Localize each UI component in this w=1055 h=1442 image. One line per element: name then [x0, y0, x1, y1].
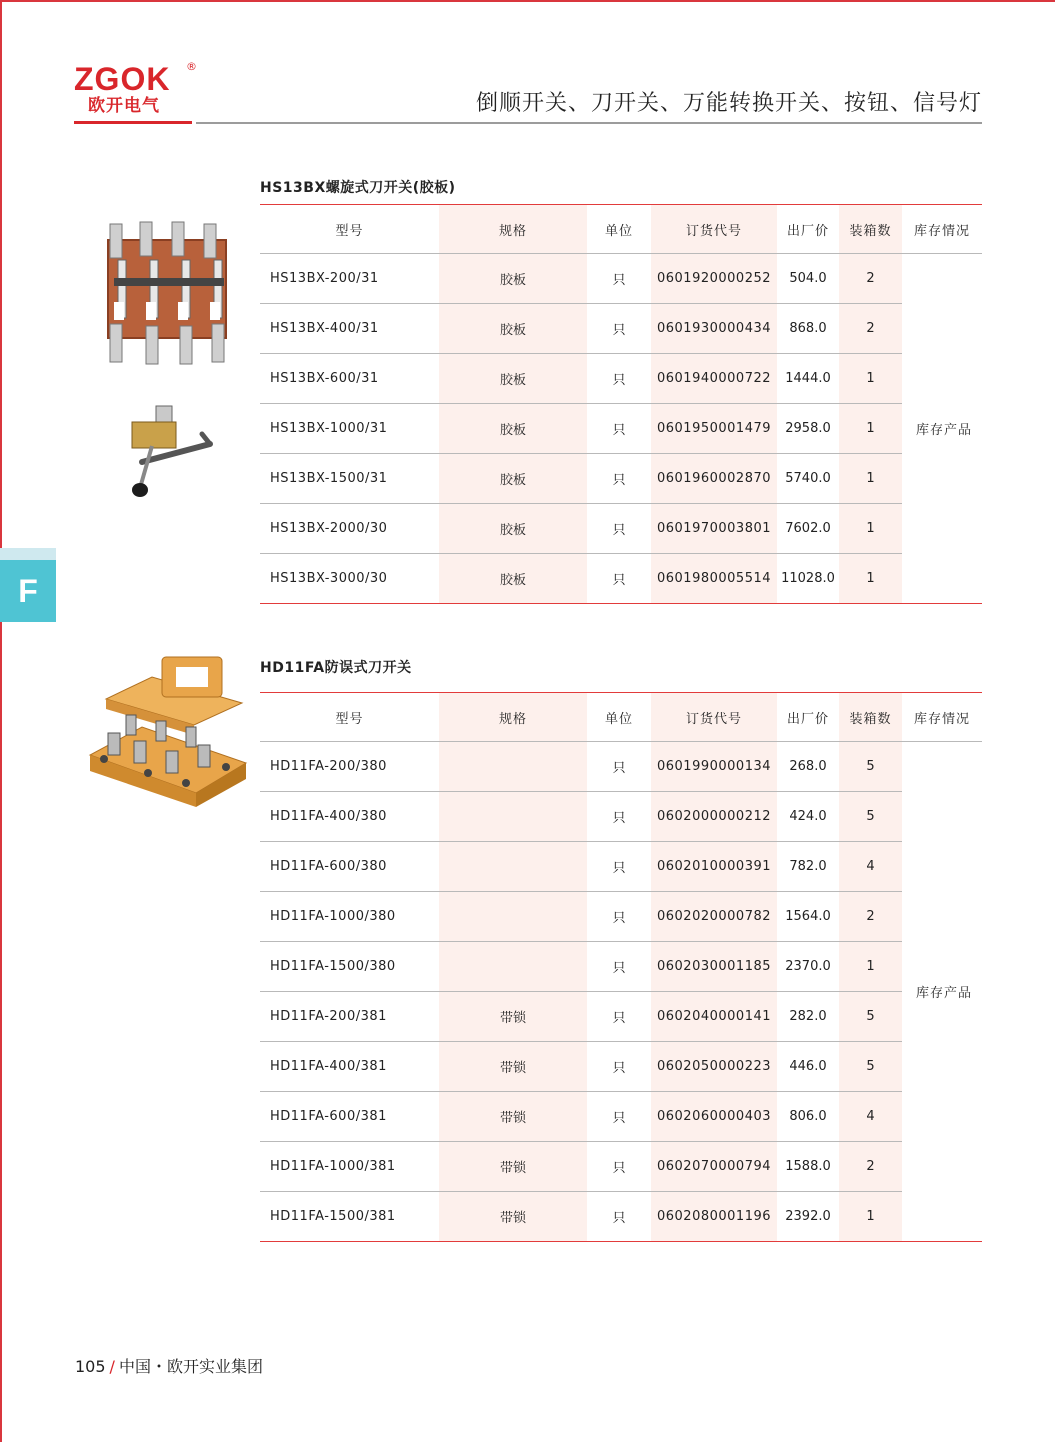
cell-pack-qty: 2	[839, 1142, 902, 1192]
cell-model: HS13BX-1000/31	[260, 404, 439, 454]
cell-pack-qty: 5	[839, 742, 902, 792]
cell-unit: 只	[587, 304, 651, 354]
hd11fa-price-table	[260, 692, 982, 1242]
cell-unit: 只	[587, 1142, 651, 1192]
table-row	[260, 1192, 982, 1242]
cell-order-code: 0602040000141	[651, 992, 777, 1042]
cell-unit: 只	[587, 404, 651, 454]
cell-spec: 胶板	[439, 304, 587, 354]
col-header-pack-qty: 装箱数	[839, 205, 902, 254]
col-header-model: 型号	[260, 205, 439, 254]
cell-price: 806.0	[777, 1092, 839, 1142]
table-row	[260, 404, 982, 454]
cell-spec: 胶板	[439, 254, 587, 304]
section-tab	[0, 548, 56, 622]
col-header-price: 出厂价	[777, 205, 839, 254]
cell-unit: 只	[587, 792, 651, 842]
cell-order-code: 0602000000212	[651, 792, 777, 842]
cell-unit: 只	[587, 1092, 651, 1142]
cell-pack-qty: 4	[839, 842, 902, 892]
cell-spec	[439, 942, 587, 992]
page-title: 倒顺开关、刀开关、万能转换开关、按钮、信号灯	[475, 91, 982, 116]
cell-unit: 只	[587, 942, 651, 992]
cell-pack-qty: 1	[839, 404, 902, 454]
col-header-price: 出厂价	[777, 693, 839, 742]
logo-wordmark: ZGOK	[74, 61, 171, 97]
cell-price: 2370.0	[777, 942, 839, 992]
col-header-order-code: 订货代号	[651, 205, 777, 254]
cell-price: 2392.0	[777, 1192, 839, 1242]
cell-unit: 只	[587, 354, 651, 404]
cell-spec: 带锁	[439, 1042, 587, 1092]
cell-spec: 胶板	[439, 354, 587, 404]
cell-model: HD11FA-400/381	[260, 1042, 439, 1092]
cell-price: 1564.0	[777, 892, 839, 942]
hd11fa-switch-image	[86, 655, 248, 807]
cell-order-code: 0602060000403	[651, 1092, 777, 1142]
hs13bx-handle-image	[126, 402, 218, 500]
page-border-top	[0, 0, 1055, 2]
cell-unit: 只	[587, 504, 651, 554]
col-header-stock: 库存情况	[902, 205, 982, 254]
cell-order-code: 0602070000794	[651, 1142, 777, 1192]
cell-price: 504.0	[777, 254, 839, 304]
cell-price: 782.0	[777, 842, 839, 892]
cell-spec: 带锁	[439, 1142, 587, 1192]
cell-order-code: 0601980005514	[651, 554, 777, 604]
cell-model: HD11FA-200/380	[260, 742, 439, 792]
col-header-stock: 库存情况	[902, 693, 982, 742]
brand-logo	[74, 62, 198, 124]
cell-model: HD11FA-600/380	[260, 842, 439, 892]
section-tab-letter: F	[0, 560, 56, 622]
cell-spec: 带锁	[439, 1192, 587, 1242]
cell-pack-qty: 2	[839, 304, 902, 354]
cell-stock-status: 库存产品	[902, 254, 982, 604]
table-row	[260, 792, 982, 842]
cell-order-code: 0601970003801	[651, 504, 777, 554]
cell-spec: 带锁	[439, 992, 587, 1042]
cell-order-code: 0601950001479	[651, 404, 777, 454]
footer-company: 中国・欧开实业集团	[118, 1357, 263, 1376]
table-row	[260, 254, 982, 304]
cell-model: HS13BX-200/31	[260, 254, 439, 304]
table-row	[260, 842, 982, 892]
section-tab-accent	[0, 548, 56, 560]
cell-order-code: 0601960002870	[651, 454, 777, 504]
cell-unit: 只	[587, 1192, 651, 1242]
table-header-row	[260, 205, 982, 254]
cell-order-code: 0602030001185	[651, 942, 777, 992]
cell-model: HD11FA-1500/381	[260, 1192, 439, 1242]
cell-pack-qty: 2	[839, 254, 902, 304]
header-divider	[196, 122, 982, 124]
cell-pack-qty: 1	[839, 942, 902, 992]
table-row	[260, 942, 982, 992]
cell-stock-status: 库存产品	[902, 742, 982, 1242]
cell-spec	[439, 742, 587, 792]
page-footer	[75, 1354, 263, 1377]
cell-price: 11028.0	[777, 554, 839, 604]
cell-spec: 胶板	[439, 454, 587, 504]
section-title-hs13bx: HS13BX螺旋式刀开关(胶板)	[260, 180, 456, 196]
cell-model: HS13BX-2000/30	[260, 504, 439, 554]
cell-order-code: 0601920000252	[651, 254, 777, 304]
cell-pack-qty: 1	[839, 454, 902, 504]
section-title-hd11fa: HD11FA防误式刀开关	[260, 660, 412, 676]
table-row	[260, 892, 982, 942]
cell-pack-qty: 5	[839, 1042, 902, 1092]
page-number: 105	[75, 1357, 106, 1376]
cell-model: HS13BX-400/31	[260, 304, 439, 354]
logo-subtitle: 欧开电气	[88, 96, 160, 116]
cell-model: HD11FA-400/380	[260, 792, 439, 842]
cell-unit: 只	[587, 1042, 651, 1092]
cell-order-code: 0601940000722	[651, 354, 777, 404]
cell-pack-qty: 4	[839, 1092, 902, 1142]
cell-pack-qty: 1	[839, 354, 902, 404]
table-row	[260, 1092, 982, 1142]
col-header-unit: 单位	[587, 693, 651, 742]
table-header-row	[260, 693, 982, 742]
cell-unit: 只	[587, 254, 651, 304]
cell-order-code: 0601990000134	[651, 742, 777, 792]
cell-price: 1444.0	[777, 354, 839, 404]
hs13bx-price-table	[260, 204, 982, 604]
cell-price: 868.0	[777, 304, 839, 354]
cell-spec: 胶板	[439, 554, 587, 604]
cell-spec: 胶板	[439, 504, 587, 554]
cell-model: HD11FA-1500/380	[260, 942, 439, 992]
cell-unit: 只	[587, 892, 651, 942]
footer-separator: /	[109, 1357, 115, 1376]
cell-pack-qty: 5	[839, 792, 902, 842]
table-row	[260, 1042, 982, 1092]
logo-underline	[74, 121, 192, 124]
cell-model: HD11FA-200/381	[260, 992, 439, 1042]
cell-order-code: 0602010000391	[651, 842, 777, 892]
col-header-order-code: 订货代号	[651, 693, 777, 742]
cell-model: HD11FA-1000/380	[260, 892, 439, 942]
table-row	[260, 354, 982, 404]
cell-price: 268.0	[777, 742, 839, 792]
cell-unit: 只	[587, 554, 651, 604]
cell-model: HD11FA-1000/381	[260, 1142, 439, 1192]
cell-model: HS13BX-1500/31	[260, 454, 439, 504]
cell-order-code: 0601930000434	[651, 304, 777, 354]
table-row	[260, 504, 982, 554]
cell-unit: 只	[587, 992, 651, 1042]
cell-price: 446.0	[777, 1042, 839, 1092]
table-row	[260, 992, 982, 1042]
table-row	[260, 554, 982, 604]
cell-order-code: 0602080001196	[651, 1192, 777, 1242]
cell-unit: 只	[587, 454, 651, 504]
hs13bx-switch-image	[100, 220, 235, 368]
col-header-pack-qty: 装箱数	[839, 693, 902, 742]
cell-price: 5740.0	[777, 454, 839, 504]
col-header-spec: 规格	[439, 693, 587, 742]
cell-pack-qty: 2	[839, 892, 902, 942]
cell-price: 2958.0	[777, 404, 839, 454]
cell-price: 1588.0	[777, 1142, 839, 1192]
cell-price: 282.0	[777, 992, 839, 1042]
cell-price: 424.0	[777, 792, 839, 842]
cell-spec	[439, 892, 587, 942]
table-row	[260, 454, 982, 504]
cell-pack-qty: 1	[839, 504, 902, 554]
col-header-spec: 规格	[439, 205, 587, 254]
page-border-left	[0, 0, 2, 1442]
cell-spec	[439, 842, 587, 892]
cell-price: 7602.0	[777, 504, 839, 554]
cell-pack-qty: 1	[839, 554, 902, 604]
cell-order-code: 0602050000223	[651, 1042, 777, 1092]
cell-order-code: 0602020000782	[651, 892, 777, 942]
cell-pack-qty: 5	[839, 992, 902, 1042]
cell-spec: 带锁	[439, 1092, 587, 1142]
cell-unit: 只	[587, 842, 651, 892]
table-row	[260, 1142, 982, 1192]
col-header-model: 型号	[260, 693, 439, 742]
col-header-unit: 单位	[587, 205, 651, 254]
cell-unit: 只	[587, 742, 651, 792]
cell-spec: 胶板	[439, 404, 587, 454]
cell-model: HD11FA-600/381	[260, 1092, 439, 1142]
cell-pack-qty: 1	[839, 1192, 902, 1242]
cell-spec	[439, 792, 587, 842]
table-row	[260, 304, 982, 354]
cell-model: HS13BX-3000/30	[260, 554, 439, 604]
registered-mark: ®	[186, 60, 197, 73]
cell-model: HS13BX-600/31	[260, 354, 439, 404]
table-row	[260, 742, 982, 792]
